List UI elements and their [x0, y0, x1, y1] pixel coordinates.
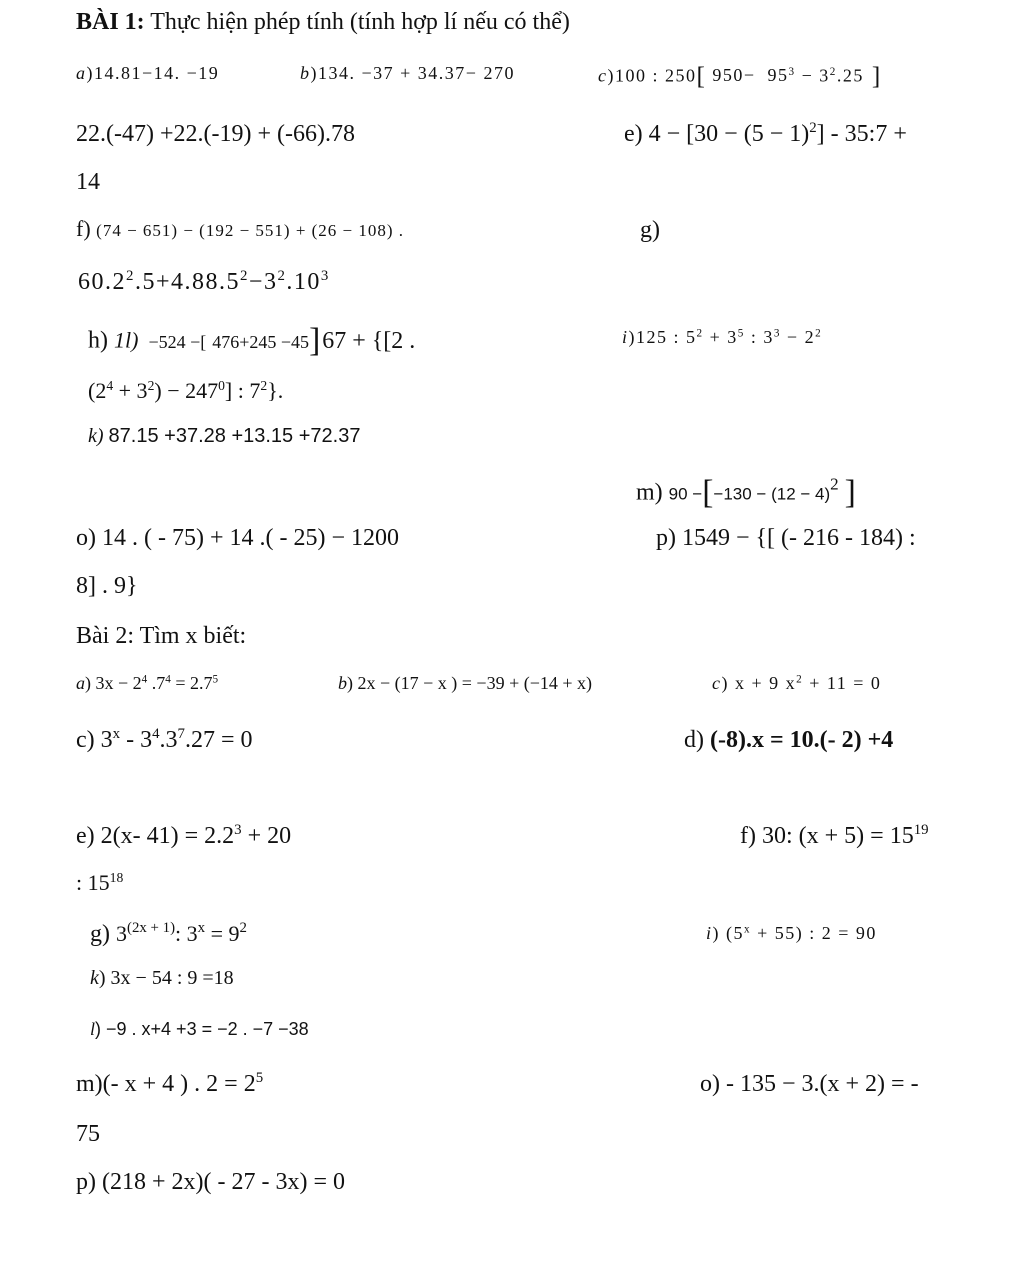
bai1-item-f: f) (74 − 651) − (192 − 551) + (26 − 108) .: [76, 216, 405, 241]
bai1-item-g: $60.2^2.5+4.88.5^2-3^2.10^3$: [78, 268, 330, 295]
bai2-item-o-cont: 75: [76, 1121, 100, 1147]
bai1-item-p: p) 1549 − {[ (- 216 - 184) :: [656, 525, 916, 551]
bai2-item-o: o) - 135 − 3.(x + 2) = -: [700, 1071, 919, 1097]
bai2-item-e: e) 2(x- $41) = 2.2^3 + 20$: [76, 822, 292, 849]
bai2-item-m: m)(- x + 4 ) . $2 = 2^5$: [76, 1070, 264, 1097]
bai1-item-h-cont: $(2^4 + 3^2) - 247^0$] : $7^2$}.: [88, 377, 284, 403]
bai1-item-i: i)125 : $5^2 + 3^5$ : $3^3 - 2^2$: [622, 327, 823, 347]
bai2-item-g: g) $3^{(2x + 1)}$: $3^x = 9^2$: [90, 920, 247, 947]
bai2-item-f: f) 30: $(x + 5) = 15^{19}$: [740, 822, 929, 849]
bai1-item-c: c)100 : 250[ $950- 95^3 - 3^2.25$ ]: [598, 63, 882, 90]
bai1-heading: BÀI 1: Thực hiện phép tính (tính hợp lí nếu có thể): [76, 9, 570, 35]
bai2-item-c2: c) $3^x - 3^4.3^7.27 = 0$: [76, 726, 253, 753]
bai2-item-l: l) −9 . x+4 +3 = −2 . −7 −38: [90, 1019, 309, 1039]
bai1-item-k: k) 87.15 +37.28 +13.15 +72.37: [88, 425, 361, 447]
bai2-item-f-cont: : $15^{18}$: [76, 869, 124, 895]
bai1-item-h: h) 1l) −524 −[ 476+245 −45]67 + {[2 .: [88, 322, 416, 359]
bai1-item-b: b)134. −37 + 34.37− 270: [300, 63, 515, 83]
bai2-item-p: p) (218 + 2x)( - 27 - 3x) = 0: [76, 1169, 346, 1195]
bai1-item-o: o) 14 . ( - 75) + 14 .( - 25) − 1200: [76, 525, 400, 551]
bai1-item-e: e) $4 - [30 - (5 - 1)^2]$ - 35:7 +: [624, 120, 907, 147]
bai2-heading: Bài 2: Tìm x biết:: [76, 623, 247, 649]
bai2-item-k: k) 3x − 54 : 9 =18: [90, 967, 234, 989]
bai1-item-p-cont: 8] . 9}: [76, 573, 138, 599]
bai1-item-m: m) $90 -[-130 - (12 - 4)^2$ ]: [636, 474, 856, 511]
bai2-item-d: d) (-8).x = 10.(- 2) +4: [684, 727, 894, 753]
bai2-item-b: b) 2x − (17 − x ) = −39 + (−14 + x): [338, 673, 593, 693]
bai1-item-a: a)14.81−14. −19: [76, 63, 220, 83]
bai1-item-g-label: g): [640, 217, 660, 243]
bai2-item-c1: c) x + 9 $x^2 + 11 = 0$: [712, 673, 882, 693]
bai1-item-e-cont: 14: [76, 169, 100, 195]
bai1-item-d: 22.(-47) +22.(-19) + (-66).78: [76, 121, 355, 147]
bai2-item-a: a) $3x - 2^4$ $.7^4 = 2.7^5$: [76, 673, 219, 693]
bai2-item-i: i) $(5^x + 55)$ : 2 = 90: [706, 923, 877, 943]
